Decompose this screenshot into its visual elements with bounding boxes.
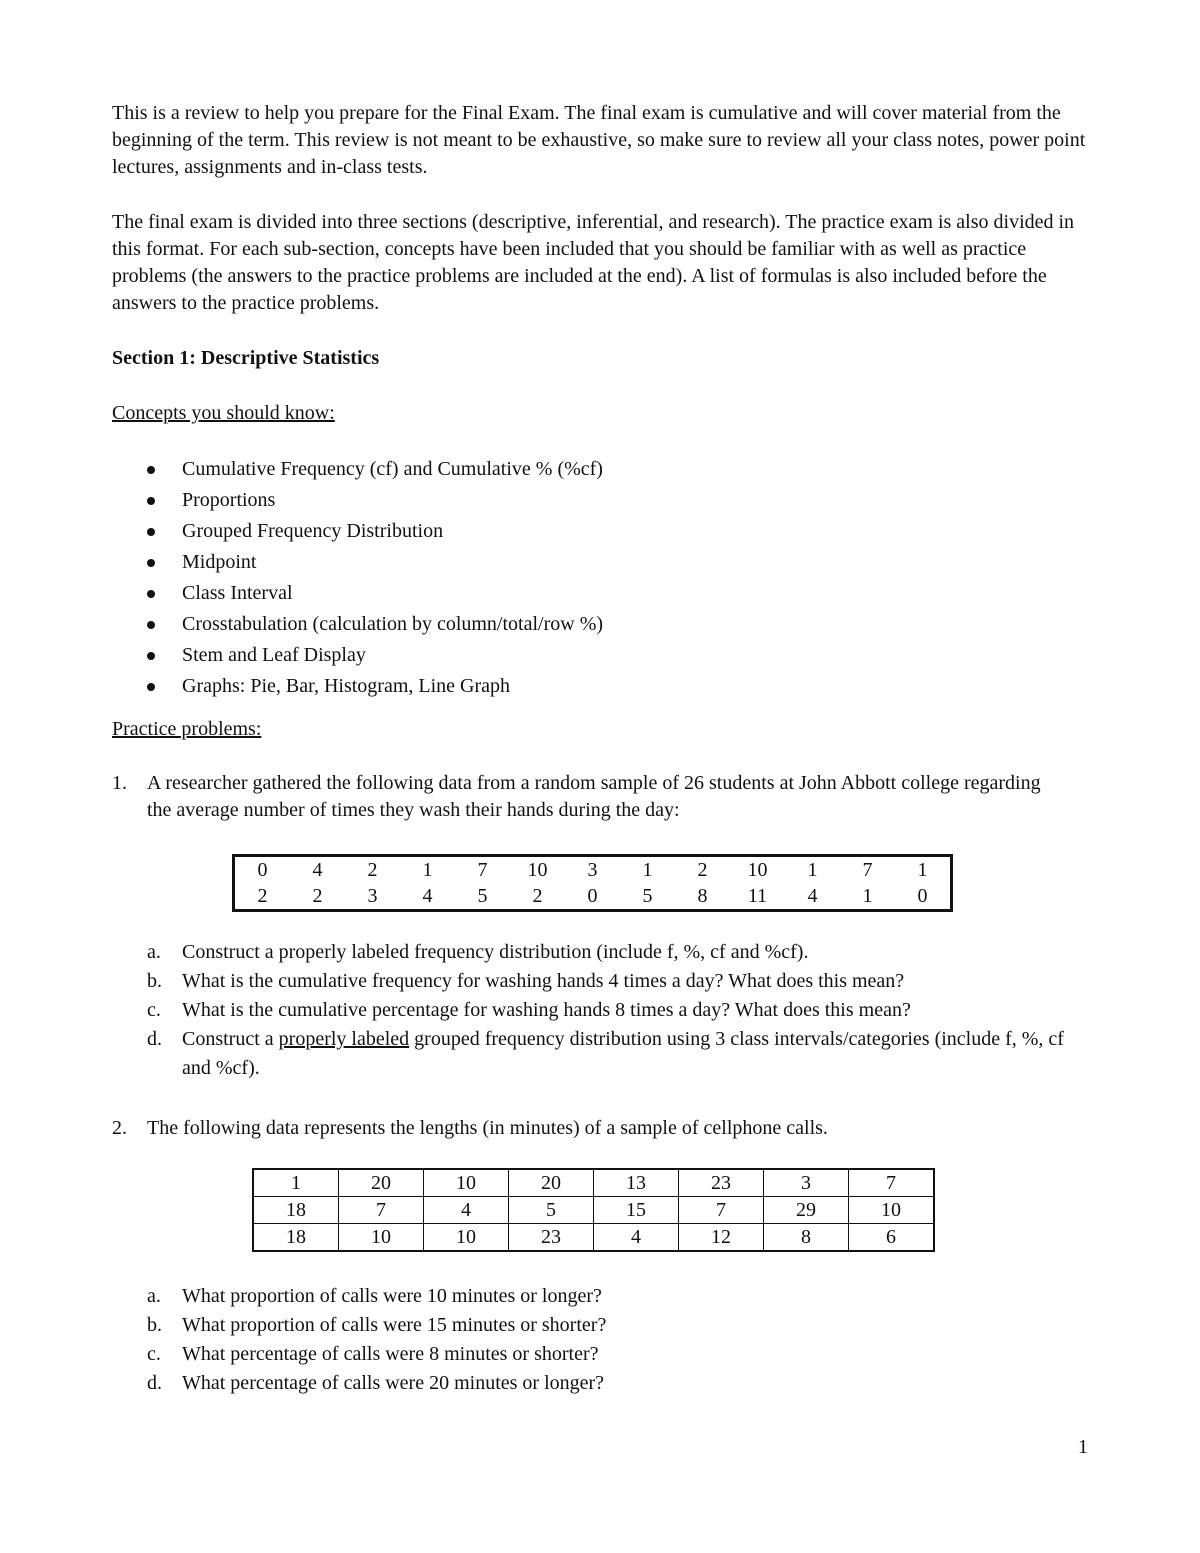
list-item	[147, 1282, 1077, 1311]
list-item	[112, 454, 603, 485]
table-cell: 7	[849, 1169, 935, 1197]
part-text: grouped frequency distribution using 3 class intervals/categories (include f, %, cf and %cf).	[182, 1028, 1064, 1079]
bullet-icon	[147, 466, 155, 474]
table-cell: 18	[253, 1197, 339, 1224]
table-cell: 10	[339, 1224, 424, 1252]
table-cell: 18	[253, 1224, 339, 1252]
table-row	[253, 1197, 934, 1224]
section-1-title: Section 1: Descriptive Statistics	[112, 347, 380, 369]
list-item	[147, 967, 1077, 996]
table-cell: 4	[807, 885, 818, 907]
concept-text: Grouped Frequency Distribution	[182, 520, 444, 542]
table-cell: 4	[422, 885, 433, 907]
bullet-icon	[147, 528, 155, 536]
list-item	[147, 996, 1077, 1025]
part-letter: a.	[147, 941, 161, 963]
table-cell: 7	[339, 1197, 424, 1224]
table-cell: 10	[849, 1197, 935, 1224]
table-cell: 2	[257, 885, 268, 907]
table-cell: 5	[642, 885, 653, 907]
concept-text: Proportions	[182, 489, 276, 511]
list-item	[112, 516, 603, 547]
list-item	[112, 485, 603, 516]
table-cell: 0	[917, 885, 928, 907]
table-cell: 10	[424, 1224, 509, 1252]
list-item	[147, 1311, 1077, 1340]
bullet-icon	[147, 497, 155, 505]
part-letter: b.	[147, 970, 162, 992]
concept-text: Cumulative Frequency (cf) and Cumulative % (%cf)	[182, 458, 603, 480]
part-text: What is the cumulative frequency for washing hands 4 times a day? What does this mean?	[182, 970, 905, 992]
table-cell: 11	[747, 885, 768, 907]
table-row	[234, 856, 952, 884]
list-item	[147, 1369, 1077, 1398]
table-cell: 3	[587, 859, 598, 881]
handwashing-data-table	[232, 854, 953, 912]
practice-heading: Practice problems:	[112, 718, 262, 740]
table-cell: 12	[679, 1224, 764, 1252]
list-item	[112, 578, 603, 609]
table-cell: 1	[642, 859, 653, 881]
table-cell: 6	[849, 1224, 935, 1252]
table-cell: 23	[679, 1169, 764, 1197]
table-cell: 13	[594, 1169, 679, 1197]
bullet-icon	[147, 683, 155, 691]
part-text: What proportion of calls were 10 minutes or longer?	[182, 1285, 602, 1307]
table-cell: 3	[367, 885, 378, 907]
table-cell: 4	[312, 859, 323, 881]
table-cell: 0	[587, 885, 598, 907]
table-row	[234, 883, 952, 911]
table-cell: 7	[862, 859, 873, 881]
bullet-icon	[147, 590, 155, 598]
table-cell: 20	[509, 1169, 594, 1197]
table-cell: 5	[477, 885, 488, 907]
list-item	[147, 1025, 1077, 1083]
part-text: What percentage of calls were 8 minutes or shorter?	[182, 1343, 599, 1365]
concept-text: Class Interval	[182, 582, 293, 604]
table-cell: 1	[253, 1169, 339, 1197]
table-cell: 4	[594, 1224, 679, 1252]
table-cell: 1	[862, 885, 873, 907]
part-letter: c.	[147, 999, 161, 1021]
table-cell: 10	[527, 859, 548, 881]
table-cell: 2	[697, 859, 708, 881]
part-letter: d.	[147, 1372, 162, 1394]
table-cell: 2	[367, 859, 378, 881]
question-number: 2.	[112, 1117, 127, 1139]
part-text: Construct a properly labeled frequency distribution (include f, %, cf and %cf).	[182, 941, 809, 963]
part-letter: b.	[147, 1314, 162, 1336]
table-cell: 4	[424, 1197, 509, 1224]
part-text-prefix: Construct a	[182, 1028, 279, 1050]
concept-text: Stem and Leaf Display	[182, 644, 366, 666]
part-text: What is the cumulative percentage for washing hands 8 times a day? What does this mean?	[182, 999, 911, 1021]
question-number: 1.	[112, 772, 127, 794]
question-text: A researcher gathered the following data from a random sample of 26 students at John Abbott college regarding the average number of times they wash their hands during the day:	[147, 772, 1041, 821]
bullet-icon	[147, 559, 155, 567]
intro-paragraph-2: The final exam is divided into three sections (descriptive, inferential, and research). The practice exam is also divided in this format. For each sub-section, concepts have been included that you should be familiar with as well as practice problems (the answers to the practice problems are included at the end). A list of formulas is also included before the answers to the practice problems.	[112, 211, 1075, 314]
list-item	[147, 938, 1077, 967]
part-letter: d.	[147, 1028, 162, 1050]
table-cell: 20	[339, 1169, 424, 1197]
table-row	[253, 1169, 934, 1197]
table-row	[253, 1224, 934, 1252]
table-cell: 1	[917, 859, 928, 881]
part-letter: c.	[147, 1343, 161, 1365]
concepts-heading: Concepts you should know:	[112, 402, 335, 424]
table-cell: 8	[764, 1224, 849, 1252]
list-item	[112, 671, 603, 702]
table-cell: 2	[532, 885, 543, 907]
table-cell: 3	[764, 1169, 849, 1197]
question-2-parts	[147, 1282, 1077, 1398]
table-cell: 5	[509, 1197, 594, 1224]
list-item	[147, 1340, 1077, 1369]
list-item	[112, 640, 603, 671]
concept-text: Graphs: Pie, Bar, Histogram, Line Graph	[182, 675, 511, 697]
table-cell: 8	[697, 885, 708, 907]
question-text: The following data represents the lengths (in minutes) of a sample of cellphone calls.	[147, 1117, 828, 1139]
table-cell: 15	[594, 1197, 679, 1224]
underlined-text: properly labeled	[278, 1028, 410, 1050]
concept-text: Crosstabulation (calculation by column/total/row %)	[182, 613, 604, 635]
table-cell: 29	[764, 1197, 849, 1224]
intro-paragraph-1: This is a review to help you prepare for the Final Exam. The final exam is cumulative and will cover material from the beginning of the term. This review is not meant to be exhaustive, so make sure to review all your class notes, power point lectures, assignments and in-class tests.	[112, 102, 1086, 178]
table-cell: 1	[807, 859, 818, 881]
table-cell: 1	[422, 859, 433, 881]
list-item	[112, 547, 603, 578]
table-cell: 0	[257, 859, 268, 881]
question-1-parts	[147, 938, 1077, 1083]
page-number: 1	[1078, 1436, 1088, 1458]
table-cell: 10	[747, 859, 768, 881]
bullet-icon	[147, 652, 155, 660]
concepts-list	[112, 454, 603, 702]
table-cell: 10	[424, 1169, 509, 1197]
call-length-data-table	[252, 1168, 935, 1252]
table-cell: 7	[477, 859, 488, 881]
part-text: What proportion of calls were 15 minutes or shorter?	[182, 1314, 607, 1336]
part-text: What percentage of calls were 20 minutes or longer?	[182, 1372, 605, 1394]
table-cell: 2	[312, 885, 323, 907]
part-letter: a.	[147, 1285, 161, 1307]
list-item	[112, 609, 603, 640]
table-cell: 23	[509, 1224, 594, 1252]
bullet-icon	[147, 621, 155, 629]
concept-text: Midpoint	[182, 551, 257, 573]
table-cell: 7	[679, 1197, 764, 1224]
